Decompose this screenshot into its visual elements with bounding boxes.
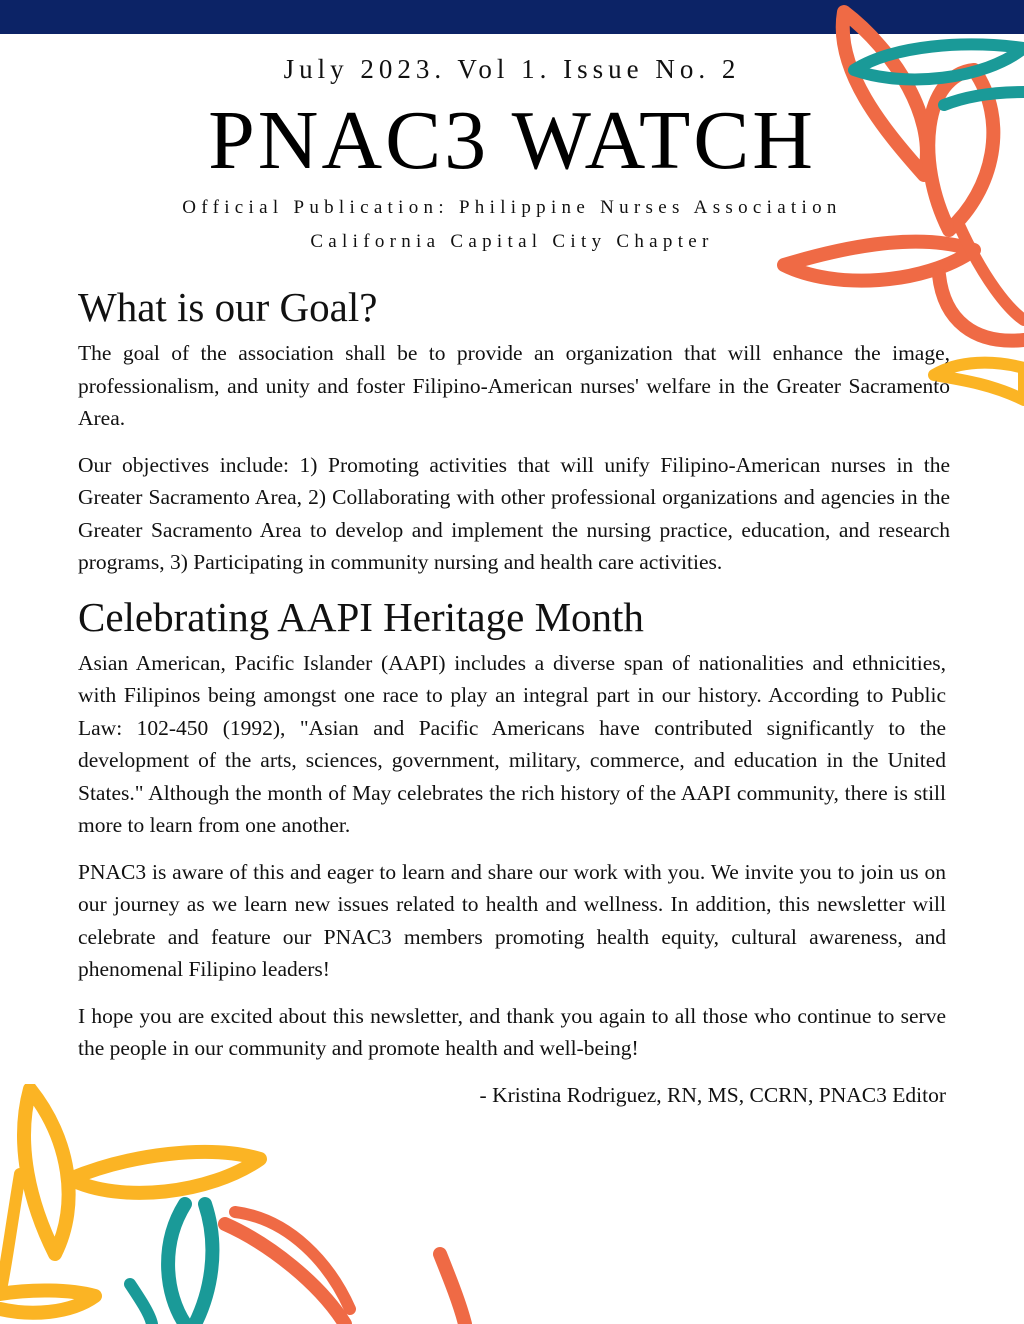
aapi-paragraph-3: I hope you are excited about this newsletter, and thank you again to all those who continue to serve the people in our community and promote health and well-being! — [78, 1003, 946, 1060]
goal-section — [78, 283, 950, 579]
issue-line: July 2023. Vol 1. Issue No. 2 — [283, 54, 741, 84]
subtitle-line-1: Official Publication: Philippine Nurses Association — [182, 197, 842, 218]
aapi-paragraph-2: PNAC3 is aware of this and eager to learn and share our work with you. We invite you to join us on our journey as we learn new issues related to health and wellness. In addition, this newsletter will celebrate and feature our PNAC3 members promoting health equity, cultural awareness, and phenomenal Filipino leaders! — [78, 859, 946, 981]
aapi-paragraph-1: Asian American, Pacific Islander (AAPI) includes a diverse span of nationalities and ethnicities, with Filipinos being amongst one race to play an integral part in our history. According to Public Law: 102-450 (1992), "Asian and Pacific Americans have contributed significantly to the development of the arts, sciences, government, military, commerce, and education in the United States." Although the month of May celebrates the rich history of the AAPI community, there is still more to learn from one another. — [78, 650, 946, 837]
aapi-section — [78, 593, 950, 1065]
aapi-heading: Celebrating AAPI Heritage Month — [78, 593, 644, 640]
masthead — [0, 54, 1024, 257]
subtitle-line-2: California Capital City Chapter — [310, 231, 714, 252]
article-content — [78, 283, 950, 1111]
goal-paragraph-2: Our objectives include: 1) Promoting activities that will unify Filipino-American nurses in the Greater Sacramento Area, 2) Collaborating with other professional organizations and agencies in the Greater Sacramento Area to develop and implement the nursing practice, education, and research programs, 3) Participating in community nursing and health care activities. — [78, 452, 950, 574]
goal-paragraph-1: The goal of the association shall be to provide an organization that will enhance the image, professionalism, and unity and foster Filipino-American nurses' welfare in the Greater Sacramento Area. — [78, 341, 950, 430]
newsletter-title: PNAC3 WATCH — [208, 94, 816, 187]
goal-heading: What is our Goal? — [78, 284, 378, 330]
editor-signature: - Kristina Rodriguez, RN, MS, CCRN, PNAC3 Editor — [479, 1082, 946, 1107]
leaf-branch-bottom-left-icon — [0, 1084, 480, 1324]
